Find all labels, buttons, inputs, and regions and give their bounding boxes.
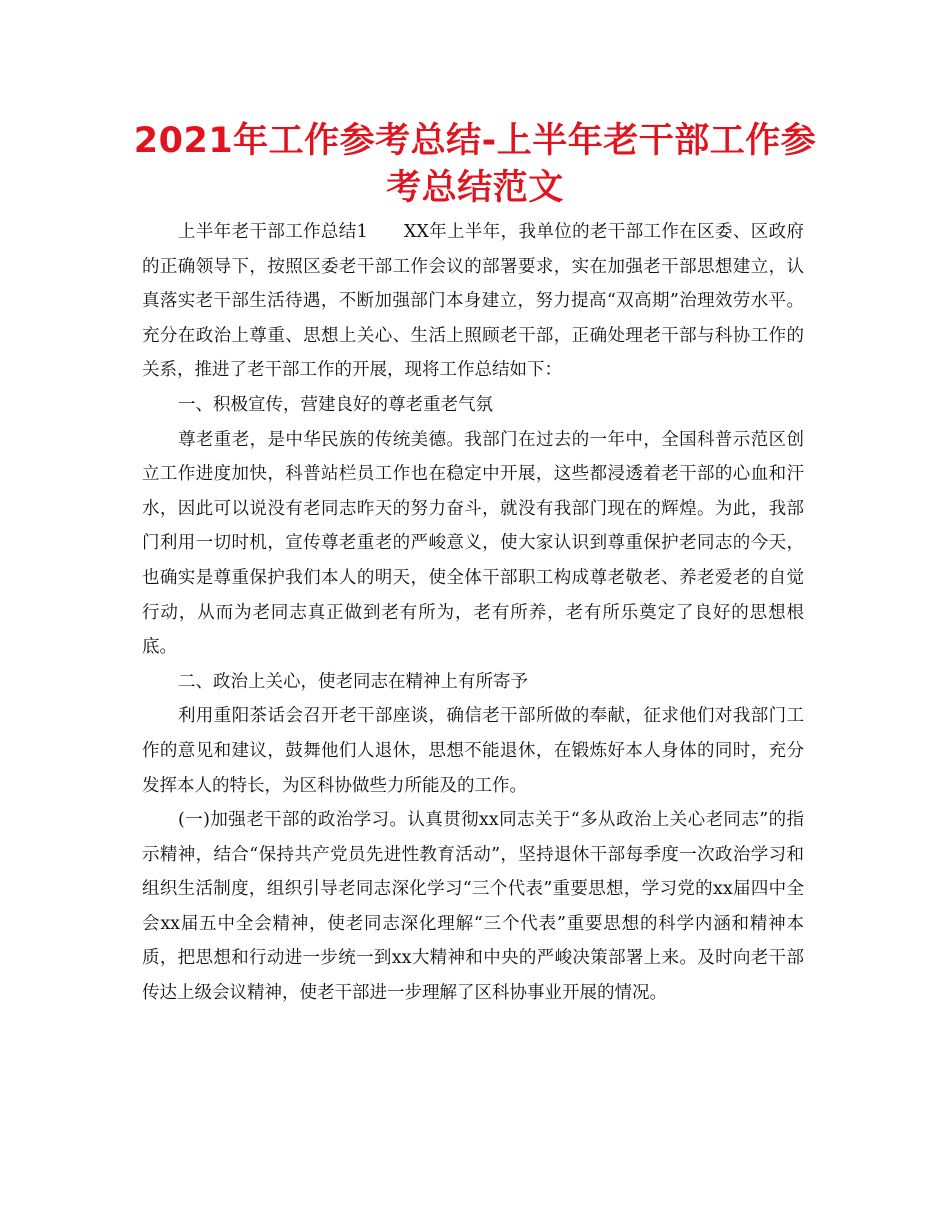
section-heading-1: 一、积极宣传，营建良好的尊老重老气氛 (178, 394, 493, 415)
document-title: 2021年工作参考总结-上半年老干部工作参考总结范文 (133, 121, 817, 208)
document-body (142, 215, 804, 1011)
section-2-paragraph: 利用重阳茶话会召开老干部座谈，确信老干部所做的奉献，征求他们对我部门工作的意见和建议，鼓舞他们人退休，思想不能退休，在锻炼好本人身体的同时，充分发挥本人的特长，为区科协做些力所能及的工作。 (142, 706, 804, 796)
subsection-1-paragraph: (一)加强老干部的政治学习。认真贯彻xx同志关于“多从政治上关心老同志”的指示精神，结合“保持共产党员先进性教育活动”，坚持退休干部每季度一次政治学习和组织生活制度，组织引导老同志深化学习“三个代表”重要思想，学习党的xx届四中全会xx届五中全会精神，使老同志深化理解“三个代表”重要思想的科学内涵和精神本质，把思想和行动进一步统一到xx大精神和中央的严峻决策部署上来。及时向老干部传达上级会议精神，使老干部进一步理解了区科协事业开展的情况。 (142, 810, 804, 1004)
section-heading-2: 二、政治上关心，使老同志在精神上有所寄予 (178, 671, 528, 692)
section-1-paragraph: 尊老重老，是中华民族的传统美德。我部门在过去的一年中，全国科普示范区创立工作进度加快，科普站栏员工作也在稳定中开展，这些都浸透着老干部的心血和汗水，因此可以说没有老同志昨天的努力奋斗，就没有我部门现在的辉煌。为此，我部门利用一切时机，宣传尊老重老的严峻意义，使大家认识到尊重保护老同志的今天，也确实是尊重保护我们本人的明天，使全体干部职工构成尊老敬老、养老爱老的自觉行动，从而为老同志真正做到老有所为，老有所养，老有所乐奠定了良好的思想根底。 (142, 429, 804, 658)
intro-paragraph: 上半年老干部工作总结1 XX年上半年，我单位的老干部工作在区委、区政府的正确领导下，按照区委老干部工作会议的部署要求，实在加强老干部思想建立，认真落实老干部生活待遇，不断加强部门本身建立，努力提高“双高期”治理效劳水平。充分在政治上尊重、思想上关心、生活上照顾老干部，正确处理老干部与科协工作的关系，推进了老干部工作的开展，现将工作总结如下： (142, 222, 804, 381)
